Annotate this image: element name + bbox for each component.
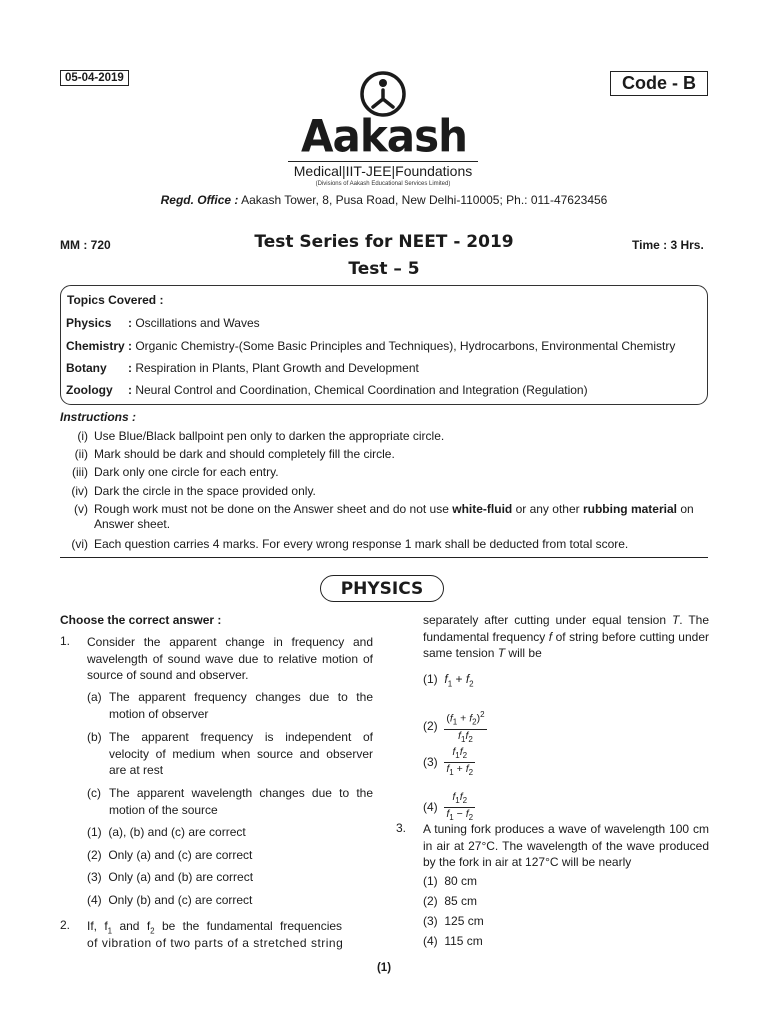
test-number: Test – 5 <box>348 259 420 279</box>
instruction-num: (iii) <box>72 465 88 479</box>
option <box>423 913 484 930</box>
option <box>87 892 252 909</box>
instruction-num: (i) <box>77 429 88 443</box>
option <box>423 873 477 890</box>
question-number: 3. <box>396 821 407 835</box>
instruction-item <box>60 484 710 499</box>
topic-text: Respiration in Plants, Plant Growth and Development <box>135 361 419 375</box>
topic-row-physics <box>66 316 260 330</box>
option-label: (3) <box>423 914 438 928</box>
instruction-text: Mark should be dark and should completely fill the circle. <box>94 447 395 461</box>
question-text-continued: separately after cutting under equal tension T. The fundamental frequency f of string before cutting under same tension T will be <box>423 613 710 660</box>
instruction-text: Use Blue/Black ballpoint pen only to darken the appropriate circle. <box>94 429 445 443</box>
option <box>87 869 253 886</box>
regd-label: Regd. Office : <box>160 193 239 207</box>
brand-subtag: (Divisions of Aakash Educational Services Limited) <box>315 181 451 187</box>
question-text: A tuning fork produces a wave of wavelength 100 cm in air at 27°C. The wavelength of the wave produced by the fork in air at 127°C will be nearly <box>423 822 709 869</box>
brand-tagline: Medical|IIT-JEE|Foundations <box>288 161 478 179</box>
question-text-line2: of vibration of two parts of a stretched string <box>87 936 344 950</box>
option-text: (a), (b) and (c) are correct <box>108 825 246 839</box>
statement-text: The apparent frequency changes due to the motion of observer <box>109 690 373 721</box>
code-box: Code - B <box>610 71 708 96</box>
option: (2) $\frac{(f_1 + f_2)^2}{f_1f_2}$ <box>423 710 485 744</box>
topic-subject: Physics <box>66 316 112 330</box>
option-text: 85 cm <box>444 894 478 908</box>
topic-text: Oscillations and Waves <box>135 316 260 330</box>
topic-subject: Botany <box>66 361 107 375</box>
option <box>423 933 483 950</box>
option-label: (2) <box>87 848 102 862</box>
instruction-num: (iv) <box>71 484 88 498</box>
page-number: (1) <box>376 962 392 974</box>
option-text: 80 cm <box>444 874 478 888</box>
question-number: 2. <box>60 918 71 932</box>
topic-row-botany <box>66 361 419 375</box>
instruction-text: Each question carries 4 marks. For every wrong response 1 mark shall be deducted from total score. <box>94 537 629 551</box>
topic-row-zoology <box>66 383 588 397</box>
topic-sep: : <box>128 383 132 397</box>
statement-text: The apparent wavelength changes due to the motion of the source <box>109 786 373 817</box>
option-label: (4) <box>423 799 438 814</box>
option-label: (1) <box>423 672 438 686</box>
question-text: Consider the apparent change in frequency and wavelength of sound wave due to relative motion of source of sound and observer. <box>87 635 373 682</box>
option <box>87 847 252 864</box>
option-text: Only (a) and (c) are correct <box>108 848 253 862</box>
exam-time: Time : 3 Hrs. <box>632 238 704 252</box>
topic-sep: : <box>128 361 132 375</box>
instruction-item <box>60 429 710 444</box>
topic-subject: Zoology <box>66 383 113 397</box>
instruction-text: Dark only one circle for each entry. <box>94 465 279 479</box>
instruction-item <box>60 447 710 462</box>
topic-subject: Chemistry <box>66 339 125 353</box>
instruction-num: (vi) <box>71 537 88 551</box>
statement-label: (c) <box>87 786 101 800</box>
option-label: (3) <box>87 870 102 884</box>
instruction-num: (v) <box>74 502 88 516</box>
option: (3) $\frac{f_1f_2}{f_1 + f_2}$ <box>423 746 474 778</box>
topic-row-chemistry <box>66 339 675 353</box>
option-text: 125 cm <box>444 914 484 928</box>
option-text: Only (b) and (c) are correct <box>108 893 253 907</box>
instruction-text: Dark the circle in the space provided only. <box>94 484 316 498</box>
option-text: Only (a) and (b) are correct <box>108 870 254 884</box>
divider <box>60 557 708 558</box>
question-number: 1. <box>60 634 71 648</box>
question-text: If, $f_1$ and $f_2$ be the fundamental frequencies <box>87 919 343 936</box>
instructions-heading: Instructions : <box>60 410 137 424</box>
statement-label: (b) <box>87 730 102 744</box>
date-box: 05-04-2019 <box>60 70 129 86</box>
option: (1) $f_1 + f_2$ <box>423 672 474 689</box>
option <box>87 824 246 841</box>
instruction-item <box>60 537 710 552</box>
instruction-item <box>60 502 710 532</box>
regd-address: Aakash Tower, 8, Pusa Road, New Delhi-110005; Ph.: 011-47623456 <box>238 193 608 207</box>
topic-text: Neural Control and Coordination, Chemical Coordination and Integration (Regulation) <box>135 383 588 397</box>
instruction-text: Rough work must not be done on the Answer sheet and do not use white-fluid or any other rubbing material on Answer sheet. <box>94 502 694 531</box>
option-label: (2) <box>423 719 438 734</box>
topic-text: Organic Chemistry-(Some Basic Principles and Techniques), Hydrocarbons, Environmental Chemistry <box>135 339 676 353</box>
instruction-num: (ii) <box>74 447 88 461</box>
section-heading-physics: PHYSICS <box>320 575 444 602</box>
option-label: (2) <box>423 894 438 908</box>
option-label: (4) <box>87 893 102 907</box>
option-label: (3) <box>423 754 438 769</box>
option <box>423 893 477 910</box>
option-label: (1) <box>87 825 102 839</box>
max-marks: MM : 720 <box>60 238 111 252</box>
topic-sep: : <box>128 339 132 353</box>
option: (4) $\frac{f_1f_2}{f_1 - f_2}$ <box>423 791 474 823</box>
instruction-item <box>60 465 710 480</box>
brand-name: Aakash <box>300 110 468 163</box>
option-label: (4) <box>423 934 438 948</box>
statement-text: The apparent frequency is independent of velocity of medium when source and observer are at rest <box>109 730 373 777</box>
option-text: 115 cm <box>444 934 483 948</box>
topic-sep: : <box>128 316 132 330</box>
exam-title: Test Series for NEET - 2019 <box>254 232 514 252</box>
choose-heading: Choose the correct answer : <box>60 613 222 627</box>
option-label: (1) <box>423 874 438 888</box>
statement-label: (a) <box>87 690 102 704</box>
topics-heading: Topics Covered : <box>67 293 164 307</box>
registered-office <box>0 193 768 207</box>
